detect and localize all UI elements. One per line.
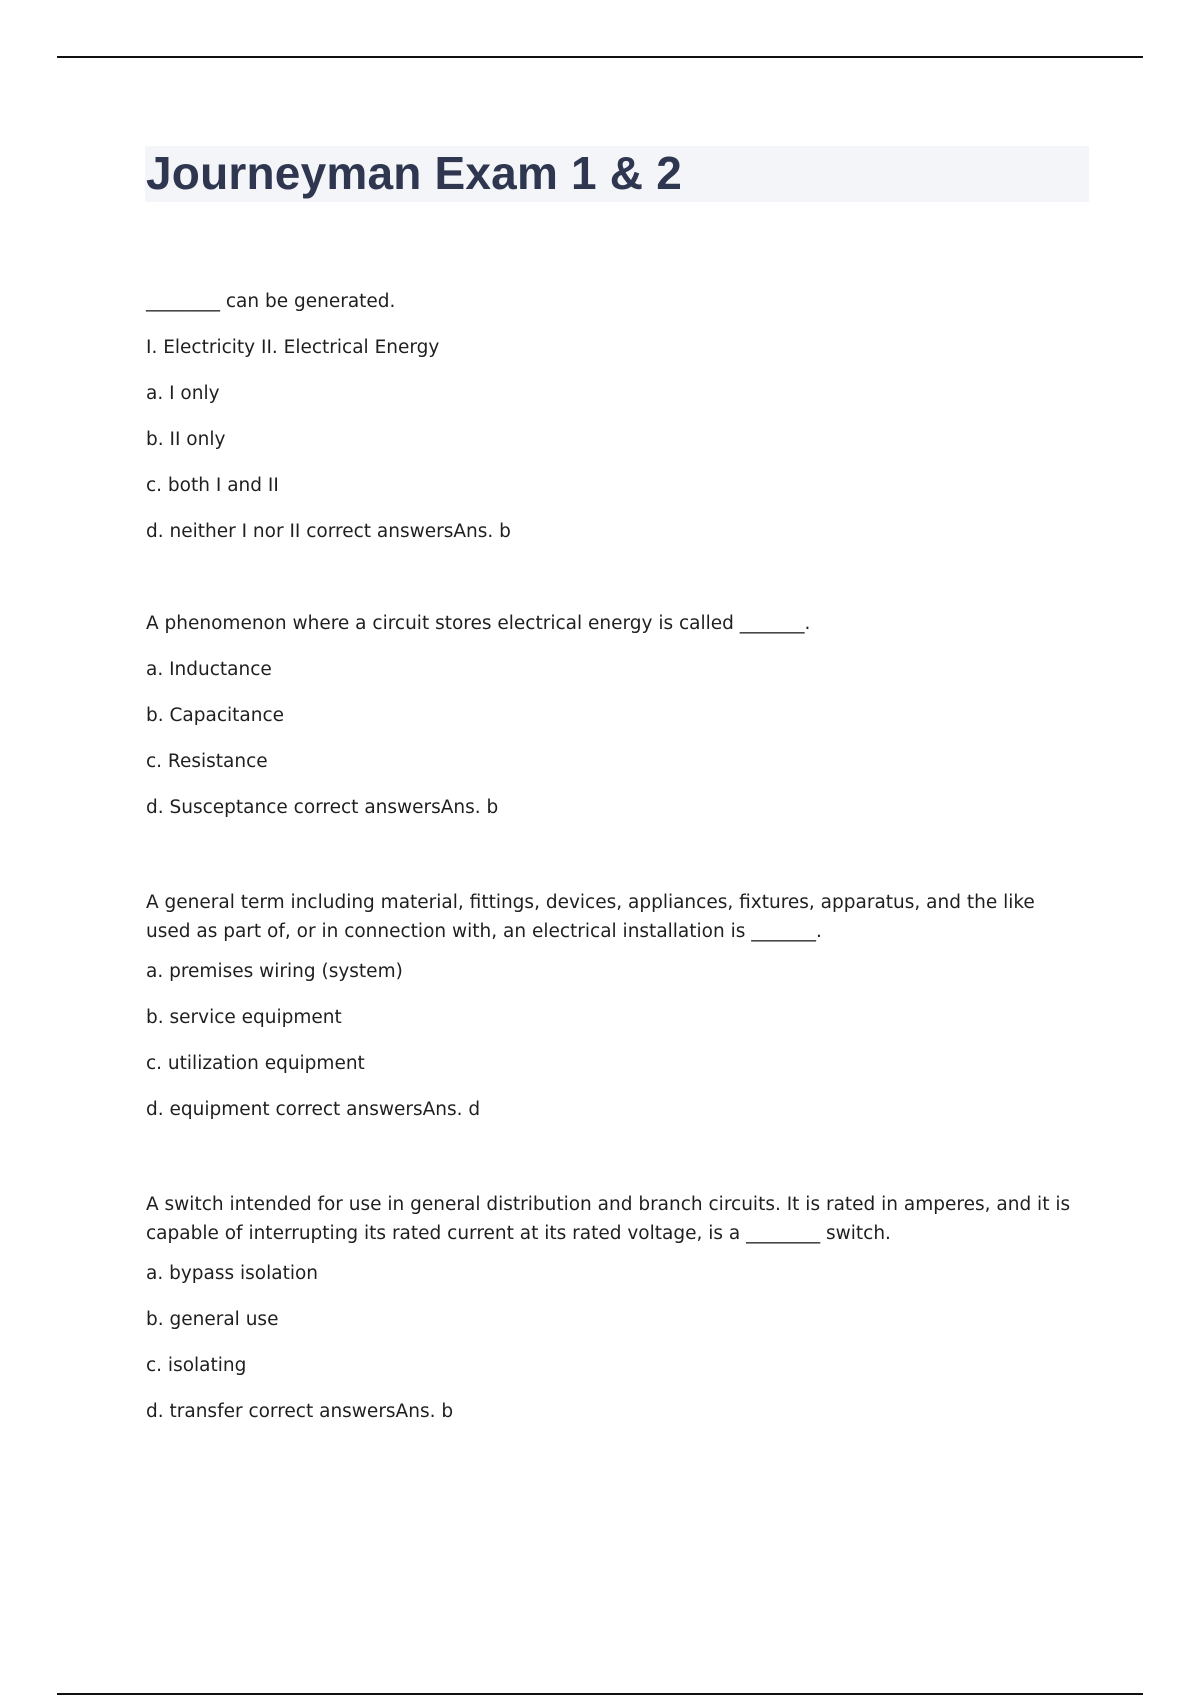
question-stem: A general term including material, fittings, devices, appliances, fixtures, apparatus, and the like used as part of, or in connection with, an electrical installation is _______. <box>146 892 1035 942</box>
answer-option: c. both I and II <box>146 475 279 496</box>
answer-option: a. I only <box>146 383 220 404</box>
answer-option-with-answer: d. equipment correct answersAns. d <box>146 1099 481 1120</box>
question-2 <box>146 612 1076 820</box>
question-statement: I. Electricity II. Electrical Energy <box>146 337 440 358</box>
question-stem: A phenomenon where a circuit stores electrical energy is called _______. <box>146 613 811 634</box>
answer-option: c. Resistance <box>146 751 268 772</box>
answer-option: b. Capacitance <box>146 705 285 726</box>
answer-option: a. premises wiring (system) <box>146 961 403 982</box>
header-rule <box>57 56 1143 58</box>
document-title: Journeyman Exam 1 & 2 <box>146 147 682 199</box>
answer-option: b. II only <box>146 429 226 450</box>
answer-option: c. utilization equipment <box>146 1053 365 1074</box>
footer-rule <box>57 1693 1143 1695</box>
answer-option: a. bypass isolation <box>146 1263 319 1284</box>
question-list <box>146 290 1076 1492</box>
answer-option-with-answer: d. transfer correct answersAns. b <box>146 1401 454 1422</box>
answer-option: a. Inductance <box>146 659 272 680</box>
answer-option: b. general use <box>146 1309 279 1330</box>
question-1 <box>146 290 1076 544</box>
answer-option-with-answer: d. neither I nor II correct answersAns. b <box>146 521 511 542</box>
question-stem: ________ can be generated. <box>146 291 396 312</box>
question-4 <box>146 1190 1076 1424</box>
question-stem: A switch intended for use in general distribution and branch circuits. It is rated in amperes, and it is capable of interrupting its rated current at its rated voltage, is a ________ switch. <box>146 1194 1071 1244</box>
answer-option: b. service equipment <box>146 1007 342 1028</box>
question-3 <box>146 888 1076 1122</box>
answer-option: c. isolating <box>146 1355 247 1376</box>
answer-option-with-answer: d. Susceptance correct answersAns. b <box>146 797 499 818</box>
